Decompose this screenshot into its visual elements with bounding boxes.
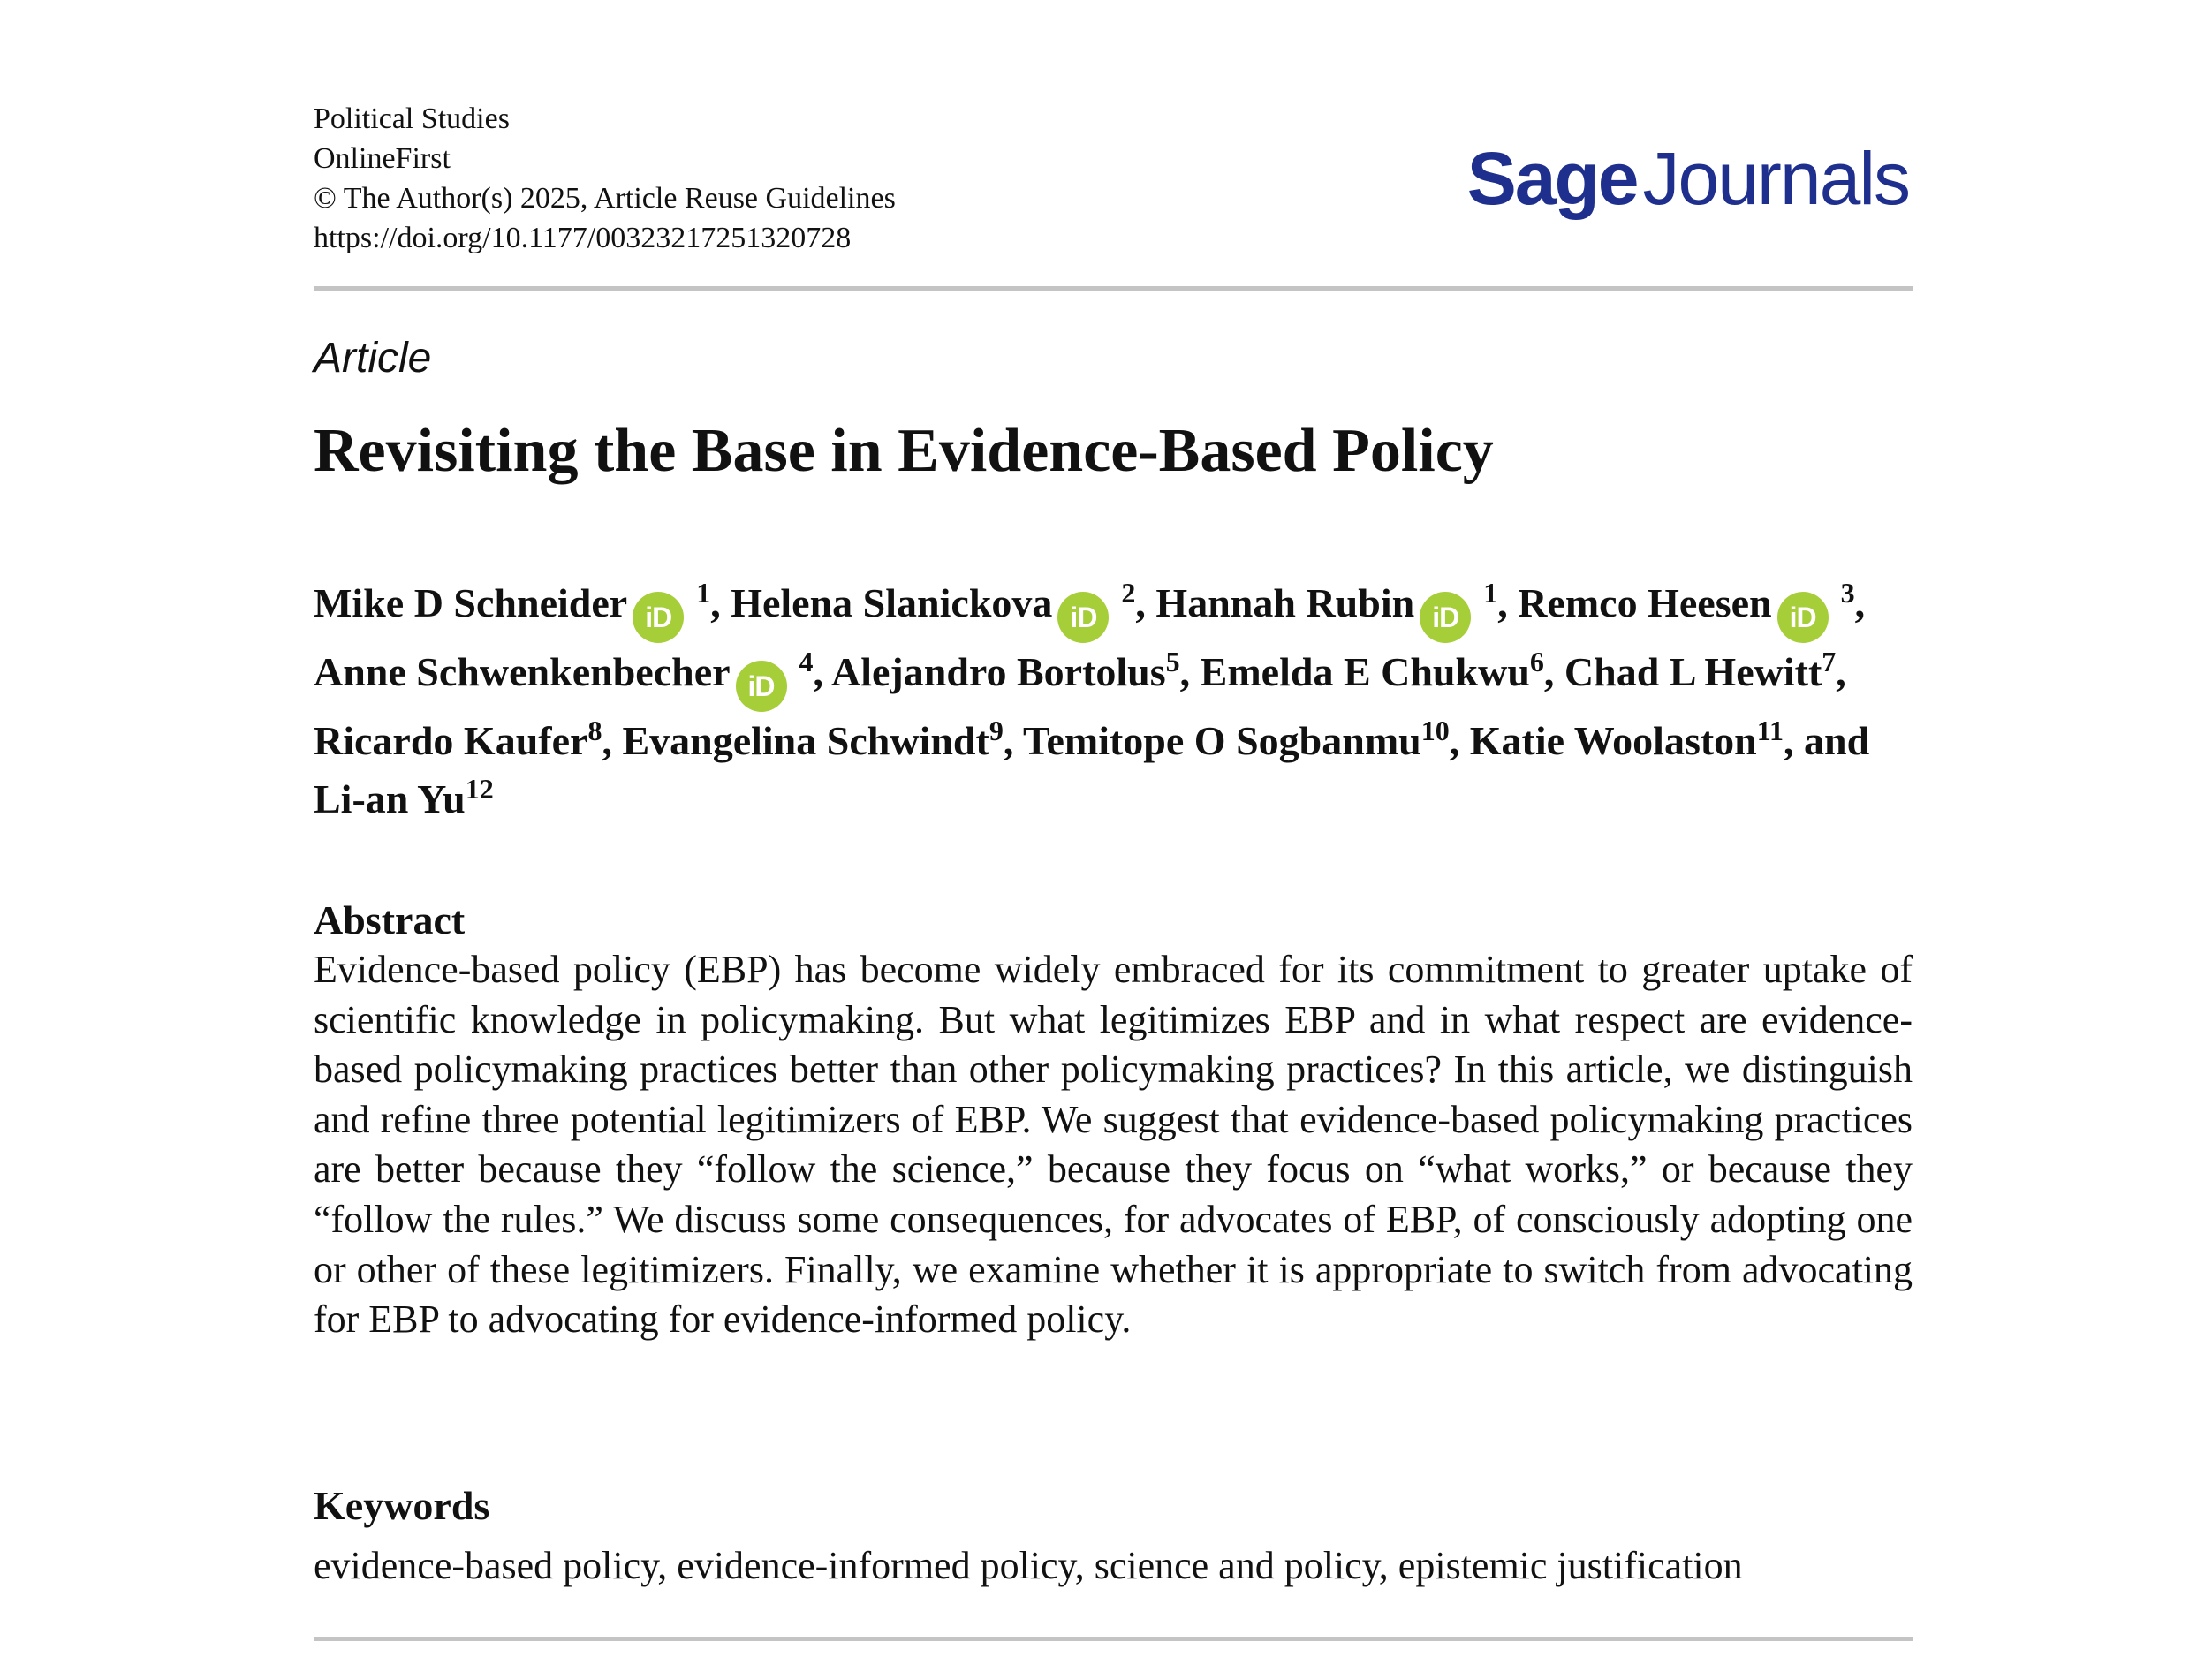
affiliation-marker[interactable]: 12 [465,773,494,805]
affiliation-marker[interactable]: 8 [587,715,602,746]
author-name[interactable]: Alejandro Bortolus [831,649,1166,694]
author-separator: , [1135,580,1156,625]
affiliation-marker[interactable]: 10 [1420,715,1450,746]
header-divider [314,286,1913,291]
affiliation-marker[interactable]: 2 [1114,577,1136,609]
author-separator: , [1449,718,1470,763]
logo-sage-text: Sage [1466,137,1638,220]
keywords-text: evidence-based policy, evidence-informed policy, science and policy, epistemic justification [314,1544,1743,1587]
abstract-text: Evidence-based policy (EBP) has become widely embraced for its commitment to greater uptake of scientific knowledge in policymaking. But what legitimizes EBP and in what respect are evidence-based policymaking practices better than other policymaking practices? In this article, we distinguish and refine three potential legitimizers of EBP. We suggest that evidence-based policymaking practices are better because they “follow the science,” because they focus on “what works,” or because they “follow the rules.” We discuss some consequences, for advocates of EBP, of consciously adopting one or other of these legitimizers. Finally, we examine whether it is appropriate to switch from advocating for EBP to advocating for evidence-informed policy. [314,948,1913,1342]
author-name[interactable]: Mike D Schneider [314,580,628,625]
author-separator: , [1497,580,1519,625]
article-title: Revisiting the Base in Evidence-Based Policy [314,417,1494,485]
author-separator: , [813,649,831,694]
affiliation-marker[interactable]: 4 [792,646,814,677]
author-list [314,574,1913,828]
orcid-icon[interactable]: iD [1057,592,1109,643]
author-separator: , [1543,649,1564,694]
publication-info [314,99,896,258]
journal-name[interactable]: Political Studies [314,102,510,135]
author-name[interactable]: Chad L Hewitt [1564,649,1822,694]
affiliation-marker[interactable]: 9 [989,715,1004,746]
affiliation-marker[interactable]: 7 [1822,646,1837,677]
orcid-icon[interactable]: iD [1420,592,1471,643]
affiliation-marker[interactable]: 11 [1756,715,1784,746]
author-separator: , [1854,580,1866,625]
author-name[interactable]: Helena Slanickova [731,580,1053,625]
affiliation-marker[interactable]: 3 [1833,577,1855,609]
author-name[interactable]: Li-an Yu [314,776,466,821]
publication-status: OnlineFirst [314,142,451,175]
author-name[interactable]: Emelda E Chukwu [1200,649,1530,694]
doi-link[interactable]: https://doi.org/10.1177/00323217251320728 [314,222,852,254]
article-page [314,0,1913,1657]
author-name[interactable]: Remco Heesen [1518,580,1772,625]
author-separator: , [1179,649,1201,694]
author-separator: , and [1784,718,1870,763]
author-separator: , [710,580,731,625]
footer-divider [314,1637,1913,1641]
affiliation-marker[interactable]: 5 [1165,646,1180,677]
author-name[interactable]: Anne Schwenkenbecher [314,649,731,694]
orcid-icon[interactable]: iD [736,661,787,712]
copyright-line[interactable]: © The Author(s) 2025, Article Reuse Guidelines [314,182,896,215]
author-separator: , [1003,718,1024,763]
author-separator: , [1836,649,1846,694]
article-type-label: Article [314,335,432,382]
affiliation-marker[interactable]: 6 [1529,646,1544,677]
author-name[interactable]: Katie Woolaston [1469,718,1757,763]
affiliation-marker[interactable]: 1 [689,577,711,609]
author-name[interactable]: Evangelina Schwindt [622,718,989,763]
orcid-icon[interactable]: iD [633,592,684,643]
author-name[interactable]: Temitope O Sogbanmu [1023,718,1421,763]
author-name[interactable]: Ricardo Kaufer [314,718,588,763]
affiliation-marker[interactable]: 1 [1476,577,1498,609]
keywords-heading: Keywords [314,1483,490,1528]
orcid-icon[interactable]: iD [1777,592,1829,643]
logo-journals-text: Journals [1642,137,1909,220]
sage-journals-logo[interactable] [1466,137,1909,220]
abstract-heading: Abstract [314,897,466,942]
author-name[interactable]: Hannah Rubin [1155,580,1415,625]
author-separator: , [602,718,623,763]
